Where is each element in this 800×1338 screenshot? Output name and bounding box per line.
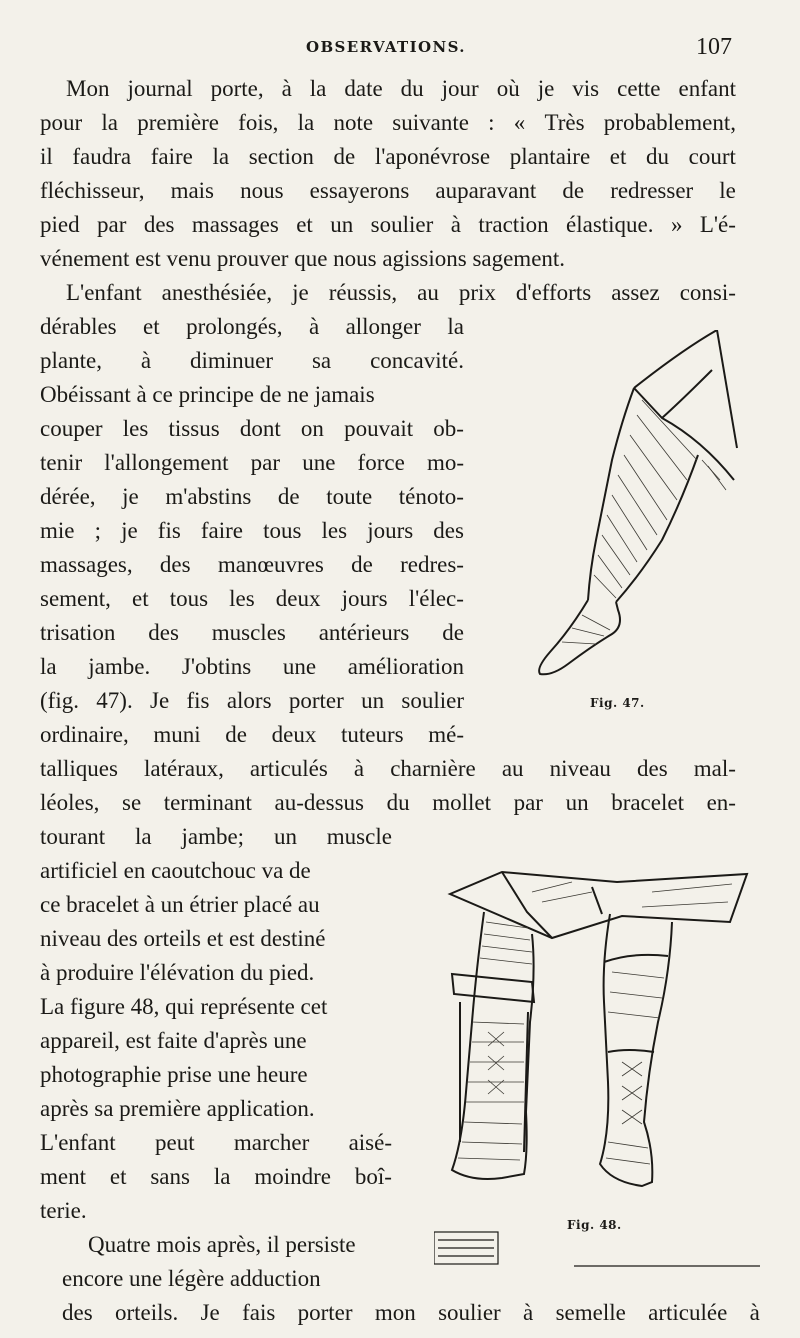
page-header <box>0 34 800 64</box>
text-line: artificiel en caoutchouc va de <box>40 858 311 883</box>
text-line: couper les tissus dont on pouvait ob- <box>40 416 464 441</box>
text-line: après sa première application. <box>40 1096 315 1121</box>
text-line: vénement est venu prouver que nous agissions sagement. <box>40 246 566 271</box>
text-line: dérables et prolongés, à allonger la <box>40 314 464 339</box>
text-line: niveau des orteils et est destiné <box>40 926 326 951</box>
text-line: Quatre mois après, il persiste <box>88 1232 356 1257</box>
text-line: appareil, est faite d'après une <box>40 1028 307 1053</box>
page-number: 107 <box>696 34 732 60</box>
text-line: L'enfant peut marcher aisé- <box>40 1130 392 1155</box>
text-line: à produire l'élévation du pied. <box>40 960 315 985</box>
text-line: tenir l'allongement par une force mo- <box>40 450 464 475</box>
text-line: trisation des muscles antérieurs de <box>40 620 464 645</box>
text-line: ordinaire, muni de deux tuteurs mé- <box>40 722 464 747</box>
text-line: Mon journal porte, à la date du jour où je vis cette enfant <box>66 76 736 101</box>
figure-47-illustration <box>512 330 752 690</box>
text-line: la jambe. J'obtins une amélioration <box>40 654 464 679</box>
text-line: tourant la jambe; un muscle <box>40 824 392 849</box>
text-line: pour la première fois, la note suivante : « Très probablement, <box>40 110 736 135</box>
text-line: ce bracelet à un étrier placé au <box>40 892 320 917</box>
figure-47-caption: Fig. 47. <box>590 696 645 710</box>
text-line: La figure 48, qui représente cet <box>40 994 328 1019</box>
text-line: sement, et tous les deux jours l'élec- <box>40 586 464 611</box>
text-line: encore une légère adduction <box>62 1266 321 1291</box>
text-line: il faudra faire la section de l'aponévrose plantaire et du court <box>40 144 736 169</box>
text-line: mie ; je fis faire tous les jours des <box>40 518 464 543</box>
text-line: ment et sans la moindre boî- <box>40 1164 392 1189</box>
text-line: Obéissant à ce principe de ne jamais <box>40 382 375 407</box>
text-line: pied par des massages et un soulier à traction élastique. » L'é- <box>40 212 736 237</box>
text-line: talliques latéraux, articulés à charnière au niveau des mal- <box>40 756 736 781</box>
text-line: massages, des manœuvres de redres- <box>40 552 464 577</box>
text-line: (fig. 47). Je fis alors porter un soulier <box>40 688 464 713</box>
text-line: léoles, se terminant au-dessus du mollet par un bracelet en- <box>40 790 736 815</box>
text-line: terie. <box>40 1198 87 1223</box>
running-title: OBSERVATIONS. <box>306 38 466 56</box>
text-line: fléchisseur, mais nous essayerons auparavant de redresser le <box>40 178 736 203</box>
text-line: photographie prise une heure <box>40 1062 308 1087</box>
text-line: dérée, je m'abstins de toute ténoto- <box>40 484 464 509</box>
text-line: plante, à diminuer sa concavité. <box>40 348 464 373</box>
ornament-rule <box>434 1228 760 1268</box>
text-line: des orteils. Je fais porter mon soulier à semelle articulée à <box>62 1300 760 1325</box>
figure-48-caption: Fig. 48. <box>567 1218 622 1232</box>
figure-48-illustration <box>432 852 752 1202</box>
text-line: L'enfant anesthésiée, je réussis, au prix d'efforts assez consi- <box>66 280 736 305</box>
